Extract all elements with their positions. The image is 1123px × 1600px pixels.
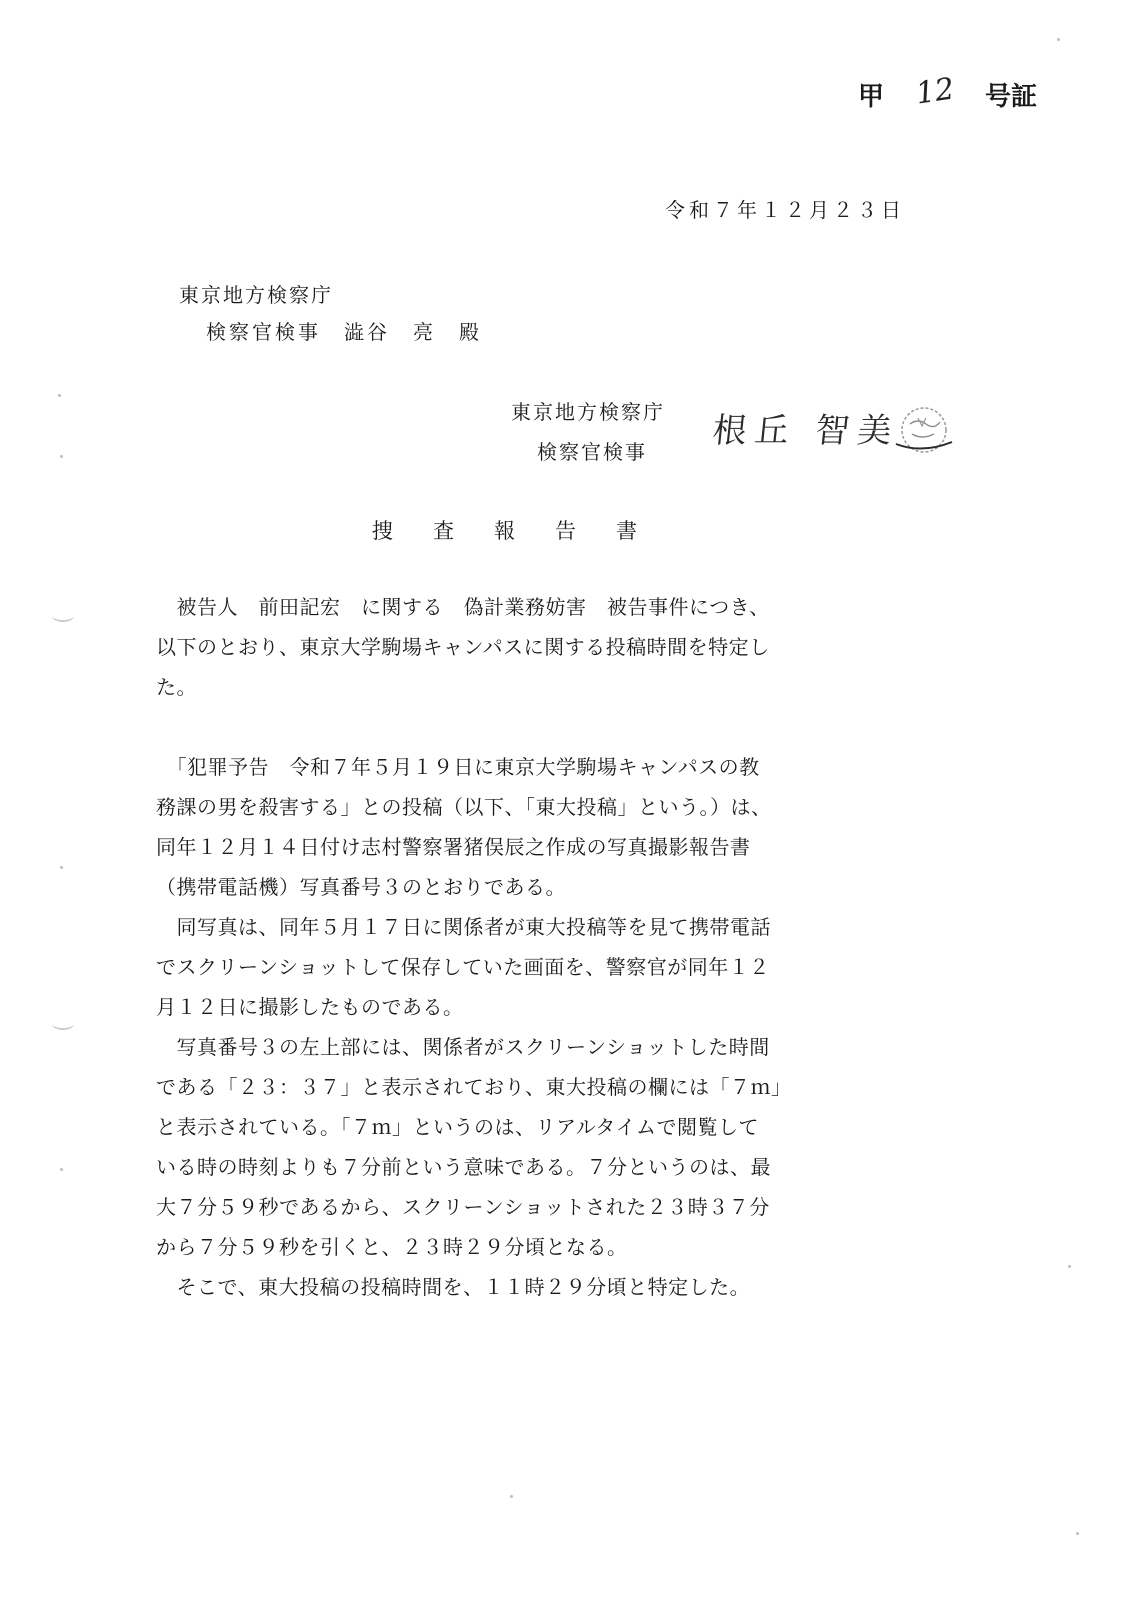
- exhibit-number-handwritten: 12: [913, 71, 957, 112]
- addressee-person: 検察官検事 澁谷 亮 殿: [206, 320, 482, 344]
- scan-speck: [58, 394, 61, 397]
- sender-title: 検察官検事: [537, 440, 647, 464]
- scan-speck: [1068, 1265, 1071, 1268]
- body-line: と表示されている。「７ｍ」というのは、リアルタイムで閲覧して: [156, 1115, 759, 1139]
- scan-speck: [60, 866, 63, 869]
- scan-speck: [1076, 1532, 1079, 1535]
- body-line: 以下のとおり、東京大学駒場キャンパスに関する投稿時間を特定し: [156, 635, 770, 659]
- body-line: （携帯電話機）写真番号３のとおりである。: [156, 875, 566, 899]
- body-line: 被告人 前田記宏 に関する 偽計業務妨害 被告事件につき、: [156, 595, 770, 619]
- signature-text: 根丘 智美: [710, 411, 902, 451]
- body-line: 月１２日に撮影したものである。: [156, 995, 464, 1019]
- exhibit-prefix: 甲: [858, 82, 885, 112]
- scan-speck: [60, 1168, 63, 1171]
- document-date: 令和７年１２月２３日: [665, 198, 905, 222]
- body-line: 「犯罪予告 令和７年５月１９日に東京大学駒場キャンパスの教: [156, 755, 760, 779]
- body-line: 写真番号３の左上部には、関係者がスクリーンショットした時間: [156, 1035, 770, 1059]
- scan-speck: [510, 1495, 513, 1498]
- sender-office: 東京地方検察庁: [511, 400, 665, 424]
- body-line: 同写真は、同年５月１７日に関係者が東大投稿等を見て携帯電話: [156, 915, 771, 939]
- body-line: でスクリーンショットして保存していた画面を、警察官が同年１２: [156, 955, 770, 979]
- addressee-office: 東京地方検察庁: [179, 283, 333, 307]
- document-title: 捜査報告書: [372, 519, 677, 543]
- body-line: た。: [156, 675, 197, 699]
- body-line: いる時の時刻よりも７分前という意味である。７分というのは、最: [156, 1155, 771, 1179]
- body-line: 大７分５９秒であるから、スクリーンショットされた２３時３７分: [156, 1195, 770, 1219]
- body-line: 同年１２月１４日付け志村警察署猪俣辰之作成の写真撮影報告書: [156, 835, 751, 859]
- body-line: 務課の男を殺害する」との投稿（以下、「東大投稿」という。）は、: [156, 795, 772, 819]
- punch-hole-mark: [52, 1018, 74, 1030]
- exhibit-suffix: 号証: [985, 82, 1038, 112]
- body-line: から７分５９秒を引くと、２３時２９分頃となる。: [156, 1235, 628, 1259]
- scan-speck: [60, 455, 63, 458]
- seal-stamp-icon: [888, 400, 960, 464]
- body-line: である「２３：３７」と表示されており、東大投稿の欄には「７ｍ」: [156, 1075, 792, 1099]
- scan-speck: [1057, 38, 1060, 41]
- body-line: そこで、東大投稿の投稿時間を、１１時２９分頃と特定した。: [156, 1275, 751, 1299]
- punch-hole-mark: [52, 610, 74, 622]
- handwritten-signature: [710, 403, 902, 452]
